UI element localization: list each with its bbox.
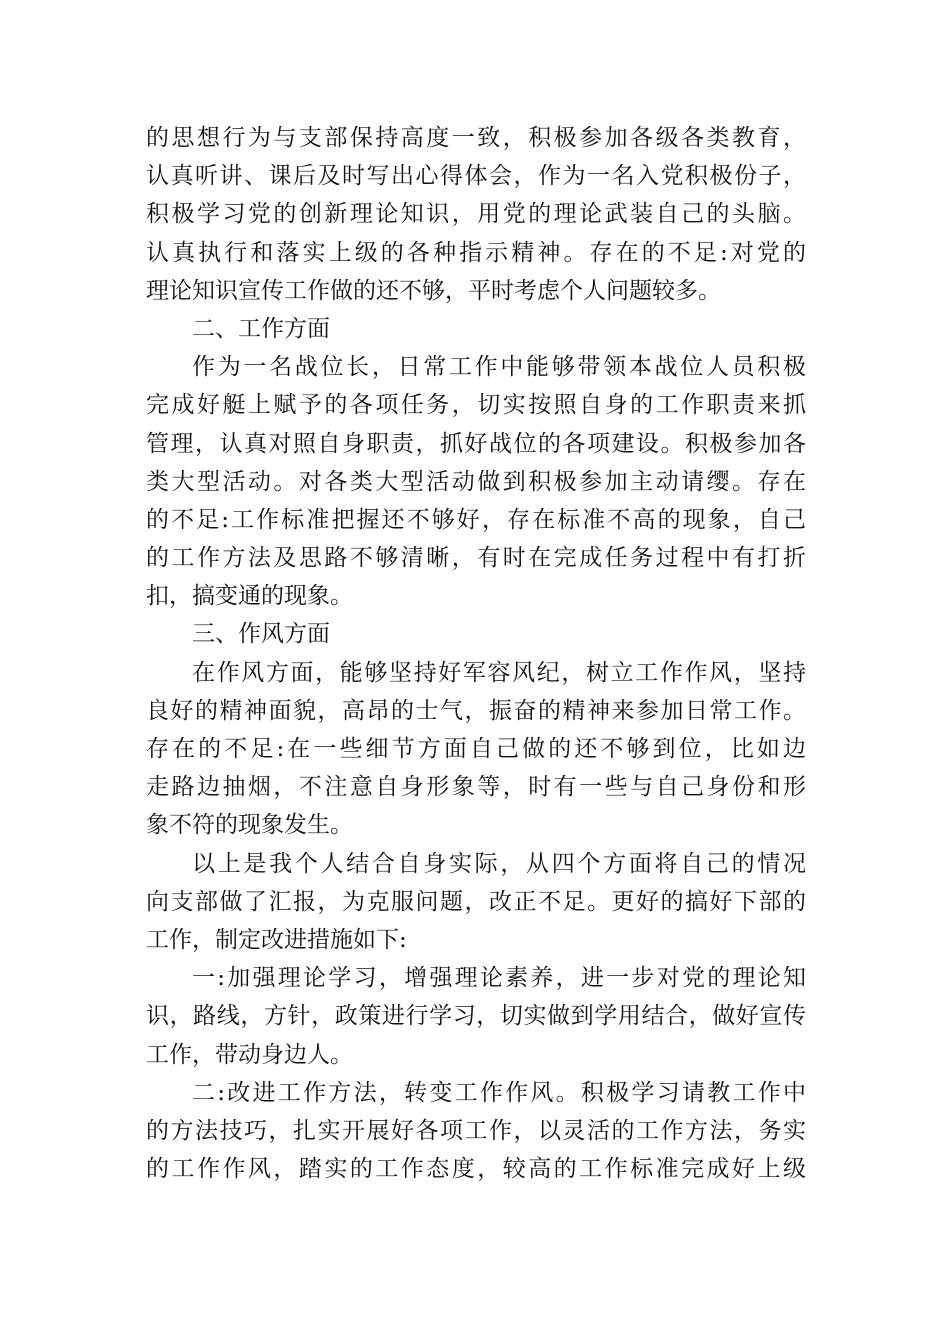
text-line: 的工作方法及思路不够清晰，有时在完成任务过程中有打折 (146, 545, 806, 572)
text-line: 管理，认真对照自身职责，抓好战位的各项建设。积极参加各 (146, 430, 806, 457)
text-line: 工作，制定改进措施如下: (146, 926, 407, 953)
text-line: 的思想行为与支部保持高度一致，积极参加各级各类教育， (146, 125, 806, 151)
text-line: 良好的精神面貌，高昂的士气，振奋的精神来参加日常工作。 (146, 697, 806, 724)
text-line: 完成好艇上赋予的各项任务，切实按照自身的工作职责来抓 (146, 392, 806, 419)
paragraph-first-line: 作为一名战位长，日常工作中能够带领本战位人员积极 (192, 354, 806, 381)
text-line: 的方法技巧，扎实开展好各项工作，以灵活的工作方法，务实 (146, 1117, 806, 1144)
text-line: 类大型活动。对各类大型活动做到积极参加主动请缨。存在 (146, 468, 806, 495)
section-heading: 三、作风方面 (192, 621, 330, 648)
text-line: 的不足:工作标准把握还不够好，存在标准不高的现象，自己 (146, 506, 806, 533)
document-body (146, 119, 806, 1188)
text-line: 认真听讲、课后及时写出心得体会，作为一名入党积极份子， (146, 163, 806, 190)
section-heading: 二、工作方面 (192, 315, 330, 342)
text-line: 的工作作风，踏实的工作态度，较高的工作标准完成好上级 (146, 1156, 806, 1183)
paragraph-first-line: 以上是我个人结合自身实际，从四个方面将自己的情况 (192, 850, 806, 877)
text-line: 工作，带动身边人。 (146, 1041, 353, 1068)
text-line: 扣，搞变通的现象。 (146, 583, 353, 610)
text-line: 象不符的现象发生。 (146, 812, 353, 839)
text-line: 识，路线，方针，政策进行学习，切实做到学用结合，做好宣传 (146, 1003, 806, 1030)
text-line: 积极学习党的创新理论知识，用党的理论武装自己的头脑。 (146, 201, 806, 228)
paragraph-first-line: 在作风方面，能够坚持好军容风纪，树立工作作风，坚持 (192, 659, 806, 686)
text-line: 存在的不足:在一些细节方面自己做的还不够到位，比如边 (146, 736, 806, 762)
paragraph-first-line: 一:加强理论学习，增强理论素养，进一步对党的理论知 (192, 965, 806, 992)
paragraph-first-line: 二:改进工作方法，转变工作作风。积极学习请教工作中 (192, 1079, 806, 1106)
text-line: 理论知识宣传工作做的还不够，平时考虑个人问题较多。 (146, 277, 721, 304)
text-line: 认真执行和落实上级的各种指示精神。存在的不足:对党的 (146, 239, 806, 266)
text-line: 走路边抽烟，不注意自身形象等，时有一些与自己身份和形 (146, 774, 806, 801)
text-line: 向支部做了汇报，为克服问题，改正不足。更好的搞好下部的 (146, 888, 806, 915)
